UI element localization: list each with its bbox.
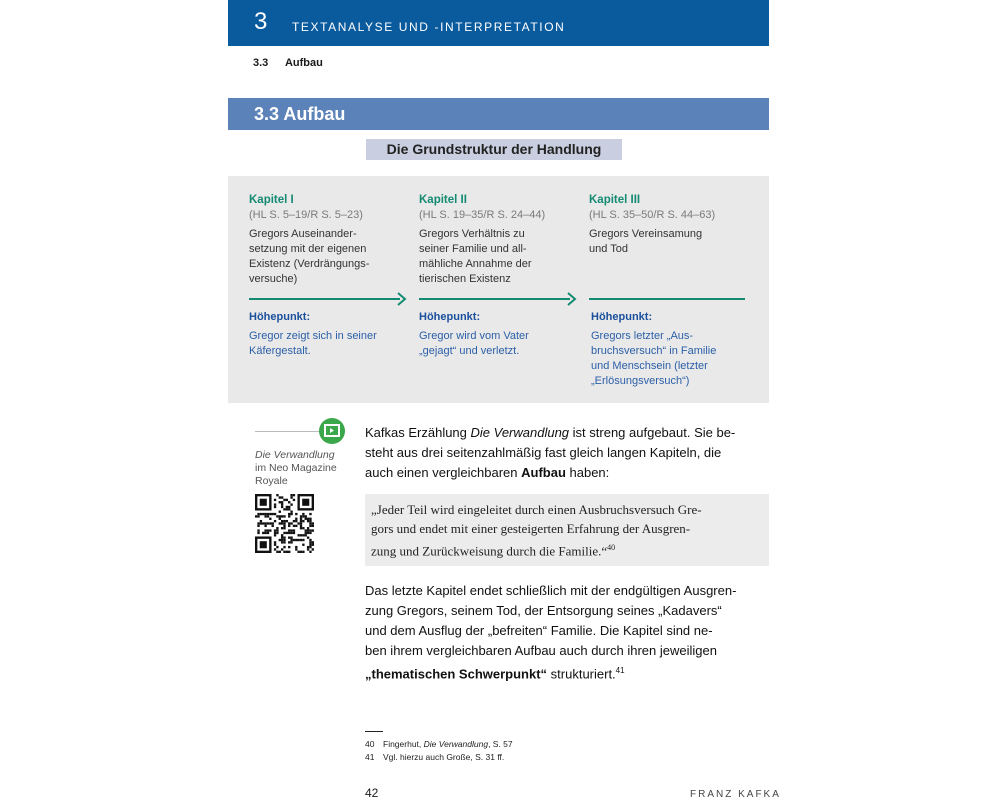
chapter-pages: (HL S. 19–35/R S. 24–44)	[419, 209, 546, 221]
running-author: FRANZ KAFKA	[690, 789, 781, 800]
chapter-highlight-1	[249, 310, 409, 359]
footnote-41: 41 Vgl. hierzu auch Große, S. 31 ff.	[365, 752, 505, 762]
chapter-highlight-2	[419, 310, 579, 359]
chapter-column-3	[589, 193, 749, 257]
chapter-column-2	[419, 193, 579, 287]
chapter-caption: Kapitel II	[419, 194, 467, 206]
highlight-label: Höhepunkt:	[249, 311, 311, 323]
chapter-description: Gregors Verhältnis zu seiner Familie und all- mähliche Annahme der tierischen Existenz	[419, 228, 532, 285]
highlight-text: Gregor wird vom Vater „gejagt“ und verletzt.	[419, 330, 529, 357]
footnote-rule	[365, 731, 383, 732]
highlight-label: Höhepunkt:	[419, 311, 481, 323]
diagram-title: Die Grundstruktur der Handlung	[366, 139, 622, 160]
chapter-pages: (HL S. 35–50/R S. 44–63)	[589, 209, 716, 221]
text-line: steht aus drei seitenzahlmäßig fast gleich langen Kapiteln, die	[365, 445, 722, 460]
section-heading-bar	[228, 98, 769, 130]
video-caption	[255, 449, 355, 488]
text-line: „thematischen Schwerpunkt“ strukturiert.$^{41}$	[365, 666, 625, 682]
chapter-caption: Kapitel I	[249, 194, 294, 206]
page-number: 42	[365, 786, 379, 800]
chapter-description: Gregors Auseinander- setzung mit der eigenen Existenz (Verdrängungs- versuche)	[249, 228, 370, 285]
paragraph-intro	[365, 423, 769, 483]
text-line: und dem Ausflug der „befreiten“ Familie. Die Kapitel sind ne-	[365, 623, 713, 638]
video-source: im Neo Magazine	[255, 462, 337, 474]
quote-block	[365, 494, 769, 566]
qr-code[interactable]	[255, 494, 314, 553]
chapter-column-1	[249, 193, 409, 287]
structure-diagram	[228, 176, 769, 403]
chapter-number: 3	[254, 8, 268, 35]
chapter-header	[228, 0, 769, 46]
subheader-title: Aufbau	[284, 57, 323, 69]
subheader-number: 3.3	[253, 57, 269, 69]
footnote-40: 40 Fingerhut, Die Verwandlung, S. 57	[365, 739, 513, 749]
margin-rule	[255, 431, 320, 432]
play-screen-icon	[319, 418, 345, 444]
chapter-pages: (HL S. 5–19/R S. 5–23)	[249, 209, 363, 221]
highlight-label: Höhepunkt:	[591, 311, 653, 323]
footnote-ref[interactable]: 40	[607, 543, 616, 552]
video-source-2: Royale	[255, 475, 288, 487]
video-title: Die Verwandlung	[255, 449, 335, 461]
text-line: auch einen vergleichbaren Aufbau haben:	[365, 465, 610, 480]
chapter-highlight-3	[591, 310, 751, 389]
chapter-title: TEXTANALYSE UND -INTERPRETATION	[292, 20, 566, 34]
running-subheader	[253, 57, 337, 69]
quote-text: „Jeder Teil wird eingeleitet durch einen Ausbruchsversuch Gre- gors und endet mit einer gesteigerten Erfahrung der Ausgren- zung und Zurückweisung durch die Familie.“$^{40}$	[371, 502, 702, 559]
paragraph-structure	[365, 581, 769, 684]
highlight-text: Gregor zeigt sich in seiner Käfergestalt.	[249, 330, 377, 357]
section-heading: 3.3 Aufbau	[254, 104, 346, 124]
chapter-description: Gregors Vereinsamung und Tod	[589, 228, 703, 255]
video-icon[interactable]	[319, 418, 345, 444]
text-line: Kafkas Erzählung Die Verwandlung ist streng aufgebaut. Sie be-	[365, 425, 736, 440]
highlight-text: Gregors letzter „Aus- bruchsversuch“ in Familie und Menschsein (letzter „Erlösungsversuch“)	[591, 330, 717, 387]
text-line: Das letzte Kapitel endet schließlich mit der endgültigen Ausgren-	[365, 583, 737, 598]
text-line: zung Gregors, seinem Tod, der Entsorgung seines „Kadavers“	[365, 603, 722, 618]
footnote-ref[interactable]: 41	[615, 666, 625, 675]
chapter-caption: Kapitel III	[589, 194, 641, 206]
text-line: ben ihrem vergleichbaren Aufbau auch durch ihren jeweiligen	[365, 643, 717, 658]
